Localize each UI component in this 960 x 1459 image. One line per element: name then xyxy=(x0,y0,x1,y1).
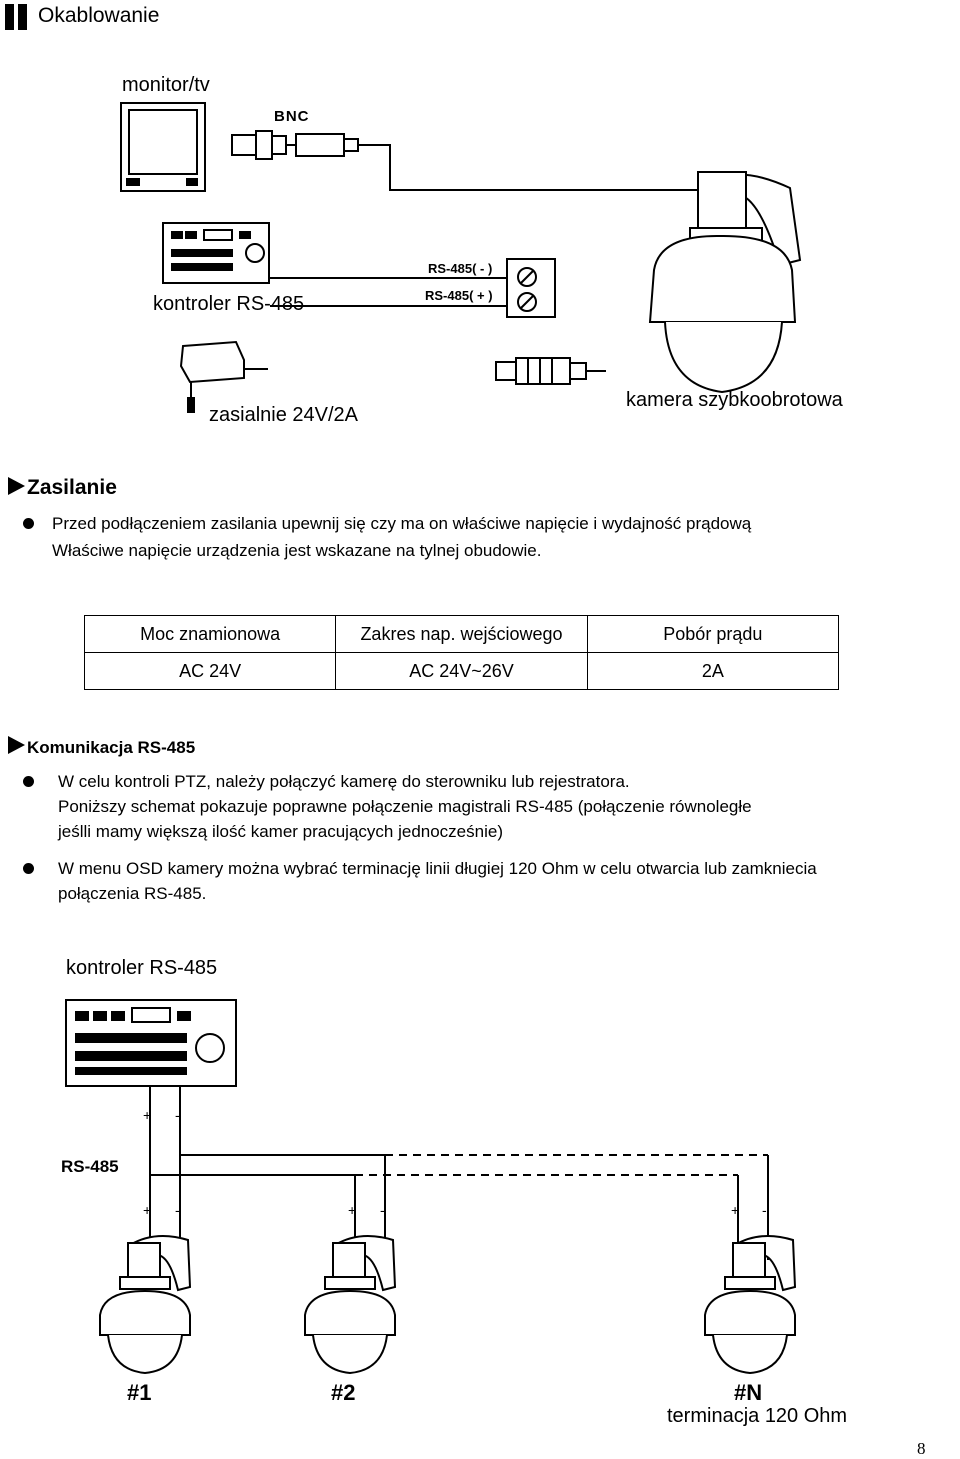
power-line-1: Przed podłączeniem zasilania upewnij się czy ma on właściwe napięcie i wydajność prądową xyxy=(52,514,752,533)
table-header-cell: Moc znamionowa xyxy=(85,616,336,653)
page-number: 8 xyxy=(917,1439,926,1458)
bus-controller-label: kontroler RS-485 xyxy=(66,957,218,979)
power-supply-label: zasialnie 24V/2A xyxy=(209,404,358,426)
camera-label: kamera szybkoobrotowa xyxy=(626,389,843,411)
dome-camera-icon xyxy=(100,1236,190,1373)
rs485-bus-diagram xyxy=(0,990,960,1410)
rs485-bullet1-line3: jeślli mamy większą ilość kamer pracujących jednocześnie) xyxy=(58,822,503,841)
table-header-cell: Pobór prądu xyxy=(587,616,838,653)
dome-camera-icon xyxy=(650,172,800,392)
camera-number-label: #N xyxy=(734,1380,763,1405)
termination-label: terminacja 120 Ohm xyxy=(667,1405,848,1427)
header-bar-right xyxy=(18,4,27,30)
svg-text:-: - xyxy=(380,1202,385,1218)
table-cell: AC 24V~26V xyxy=(336,653,587,690)
svg-text:-: - xyxy=(175,1107,180,1123)
table-header-row xyxy=(85,616,839,653)
rs485-bullet2-line1: W menu OSD kamery można wybrać terminację linii długiej 120 Ohm w celu otwarcia lub zamkniecia xyxy=(58,859,817,878)
rs485-bullet1-line2: Poniższy schemat pokazuje poprawne połączenie magistrali RS-485 (połączenie równoległe xyxy=(58,797,752,816)
table-row xyxy=(85,653,839,690)
bullet-icon xyxy=(23,776,34,787)
rs485-section-title: Komunikacja RS-485 xyxy=(8,736,195,758)
table-header-cell: Zakres nap. wejściowego xyxy=(336,616,587,653)
svg-text:-: - xyxy=(762,1202,767,1218)
arrow-right-icon xyxy=(8,736,25,754)
bnc-connector-icon xyxy=(232,131,358,159)
power-line-2: Właściwe napięcie urządzenia jest wskazane na tylnej obudowie. xyxy=(52,541,542,560)
bullet-icon xyxy=(23,518,34,529)
power-section-title: Zasilanie xyxy=(8,476,117,500)
monitor-icon xyxy=(121,103,205,191)
power-spec-table xyxy=(84,615,839,690)
rs485-bus-label: RS-485 xyxy=(61,1157,119,1176)
rs485-bullet2-line2: połączenia RS-485. xyxy=(58,884,207,903)
arrow-right-icon xyxy=(8,477,25,495)
svg-text:-: - xyxy=(175,1202,180,1218)
header-bar-left xyxy=(5,4,14,30)
table-cell: AC 24V xyxy=(85,653,336,690)
rs485-bullet1-line1: W celu kontroli PTZ, należy połączyć kamerę do sterowniku lub rejestratora. xyxy=(58,772,630,791)
svg-text:+: + xyxy=(731,1202,740,1218)
camera-number-label: #1 xyxy=(127,1380,152,1405)
svg-text:+: + xyxy=(143,1202,152,1218)
rs485-plus-label: RS-485( + ) xyxy=(425,288,493,303)
table-cell: 2A xyxy=(587,653,838,690)
svg-text:+: + xyxy=(143,1107,152,1123)
monitor-label: monitor/tv xyxy=(122,74,210,96)
dome-camera-icon xyxy=(305,1236,395,1373)
bnc-label: BNC xyxy=(274,108,310,125)
camera-number-label: #2 xyxy=(331,1380,356,1405)
wiring-diagram xyxy=(0,60,960,440)
svg-text:+: + xyxy=(348,1202,357,1218)
power-adapter-icon xyxy=(181,342,268,412)
dome-camera-icon xyxy=(705,1236,795,1373)
rs485-minus-label: RS-485( - ) xyxy=(428,261,493,276)
controller-icon xyxy=(66,1000,236,1086)
controller-label: kontroler RS-485 xyxy=(153,293,305,315)
page-title: Okablowanie xyxy=(38,4,160,27)
power-connector-icon xyxy=(496,358,606,384)
controller-icon xyxy=(163,223,269,283)
terminal-block-icon xyxy=(507,259,555,317)
bullet-icon xyxy=(23,863,34,874)
